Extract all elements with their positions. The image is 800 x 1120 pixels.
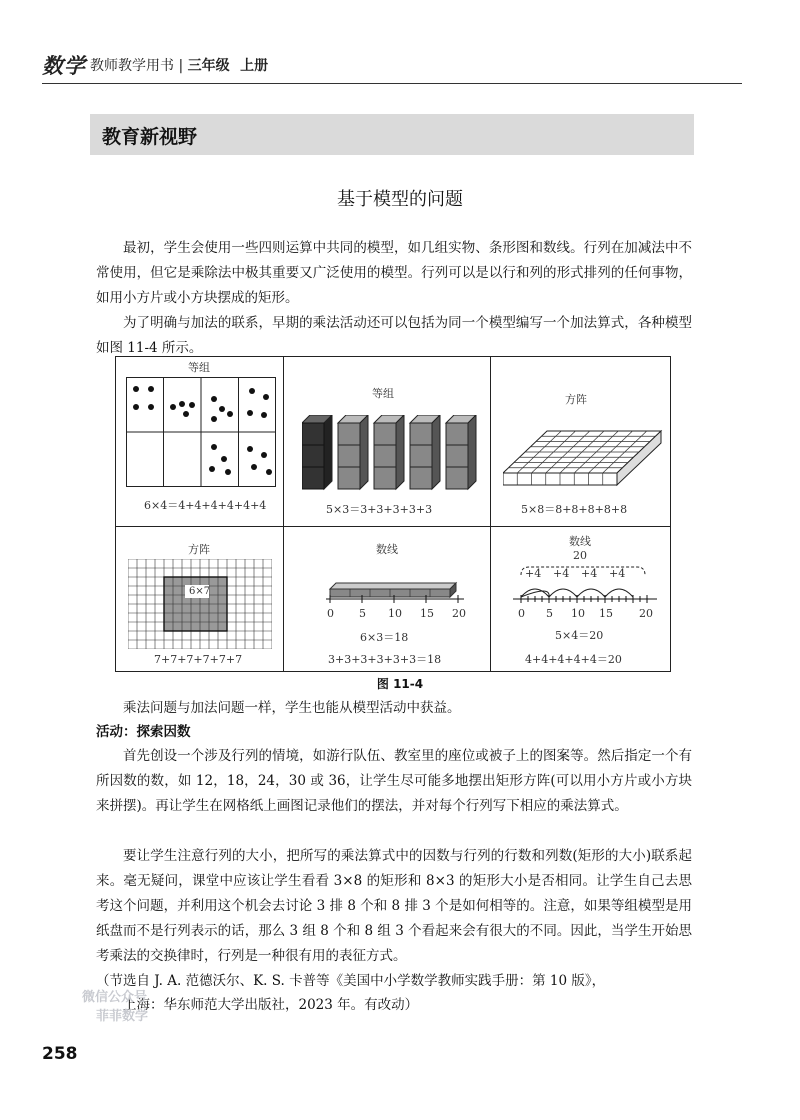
hop-label: +4	[525, 567, 542, 580]
cube-towers	[302, 415, 477, 493]
cell-label: 方阵	[188, 543, 210, 556]
citation-line-2: 上海：华东师范大学出版社，2023 年。有改动）	[123, 997, 419, 1013]
cell-equation: 5×8＝8+8+8+8+8	[521, 503, 628, 516]
hop-label: +4	[553, 567, 570, 580]
cell-sums: 7+7+7+7+7+7	[154, 653, 243, 666]
paragraph-1: 最初，学生会使用一些四则运算中共同的模型，如几组实物、条形图和数线。行列在加减法中不常使用，但它是乘除法中极其重要又广泛使用的模型。行列可以是以行和列的形式排列的任何事物，如用小方片或小方块摆成的矩形。	[96, 240, 692, 306]
tick-10: 10	[571, 607, 585, 620]
cell-label: 方阵	[565, 393, 587, 406]
activity-heading: 活动：探索因数	[96, 724, 191, 740]
dots-groups	[126, 377, 276, 487]
tick-20: 20	[452, 607, 466, 620]
citation-line-1: （节选自 J. A. 范德沃尔、K. S. 卡普等《美国中小学数学教师实践手册：第 10 版》，	[96, 973, 606, 989]
article-title: 基于模型的问题	[337, 189, 463, 210]
array-label: 6×7	[189, 586, 211, 597]
tick-15: 15	[420, 607, 434, 620]
cell-sums: 3+3+3+3+3+3＝18	[328, 653, 442, 666]
figure-11-4	[115, 356, 671, 672]
section-title: 教育新视野	[102, 126, 198, 148]
cell-label: 数线	[376, 543, 398, 556]
hop-label: +4	[581, 567, 598, 580]
watermark	[82, 988, 148, 1026]
cell-label: 等组	[372, 387, 394, 400]
hop-label: +4	[609, 567, 626, 580]
cell-number-line-cubes	[284, 527, 491, 671]
cell-grid-array	[116, 527, 284, 671]
paragraph-5: 要让学生注意行列的大小，把所写的乘法算式中的因数与行列的行数和列数(矩形的大小)联系起来。毫无疑问，课堂中应该让学生看看 3×8 的矩形和 8×3 的矩形大小是否相同。让学生自己去思考这个问题，并利用这个机会去讨论 3 排 8 个和 8 排 3 个是如何相等的。注意，如果等组模型是用纸盘而不是行列表示的话，那么 3 组 8 个和 8 组 3 个看起来会有很大的不同。因此，当学生开始思考乘法的交换律时，行列是一种很有用的表征方式。	[96, 848, 692, 964]
header-rule	[42, 83, 742, 84]
cell-equation: 5×4＝20	[555, 629, 604, 642]
figure-caption: 图 11-4	[376, 677, 424, 691]
cell-label: 数线	[569, 535, 591, 548]
paragraph-3: 乘法问题与加法问题一样，学生也能从模型活动中获益。	[123, 700, 461, 716]
tick-0: 0	[518, 607, 525, 620]
cell-number-line-hops	[491, 527, 670, 671]
activity-paragraph	[96, 720, 692, 745]
volume-label: 上册	[240, 58, 269, 74]
cell-equal-groups-plates	[116, 357, 284, 527]
cube-array	[503, 427, 663, 489]
section-banner	[90, 114, 694, 155]
watermark-line-2: 菲菲数学	[96, 1009, 149, 1024]
cell-equation: 6×3＝18	[360, 631, 409, 644]
tick-5: 5	[359, 607, 366, 620]
paragraph-2: 为了明确与加法的联系，早期的乘法活动还可以包括为同一个模型编写一个加法算式，各种模型如图 11-4 所示。	[96, 315, 692, 356]
tick-5: 5	[546, 607, 553, 620]
cell-label: 等组	[188, 361, 210, 374]
total-label: 20	[573, 549, 587, 562]
cell-sums: 4+4+4+4+4＝20	[525, 653, 622, 666]
book-name: 教师教学用书	[90, 58, 174, 74]
watermark-line-1: 微信公众号	[82, 990, 148, 1005]
header-divider: |	[178, 58, 188, 74]
book-logo: 数学	[42, 54, 86, 78]
grade-label: 三年级	[187, 58, 230, 74]
cell-array-slab	[491, 357, 670, 527]
tick-10: 10	[388, 607, 402, 620]
cell-equation: 6×4＝4+4+4+4+4+4	[144, 499, 267, 512]
page-number: 258	[42, 1044, 78, 1064]
cell-equation: 5×3＝3+3+3+3+3	[326, 503, 433, 516]
tick-0: 0	[327, 607, 334, 620]
tick-15: 15	[599, 607, 613, 620]
cell-equal-groups-cubes	[284, 357, 491, 527]
grid-paper	[128, 559, 272, 649]
paragraph-4: 首先创设一个涉及行列的情境，如游行队伍、教室里的座位或被子上的图案等。然后指定一个有所因数的数，如 12，18，24，30 或 36，让学生尽可能多地摆出矩形方阵(可以用小方片或小方块来拼摆)。再让学生在网格纸上画图记录他们的摆法，并对每个行列写下相应的乘法算式。	[96, 748, 692, 814]
tick-20: 20	[639, 607, 653, 620]
running-header	[90, 55, 268, 75]
